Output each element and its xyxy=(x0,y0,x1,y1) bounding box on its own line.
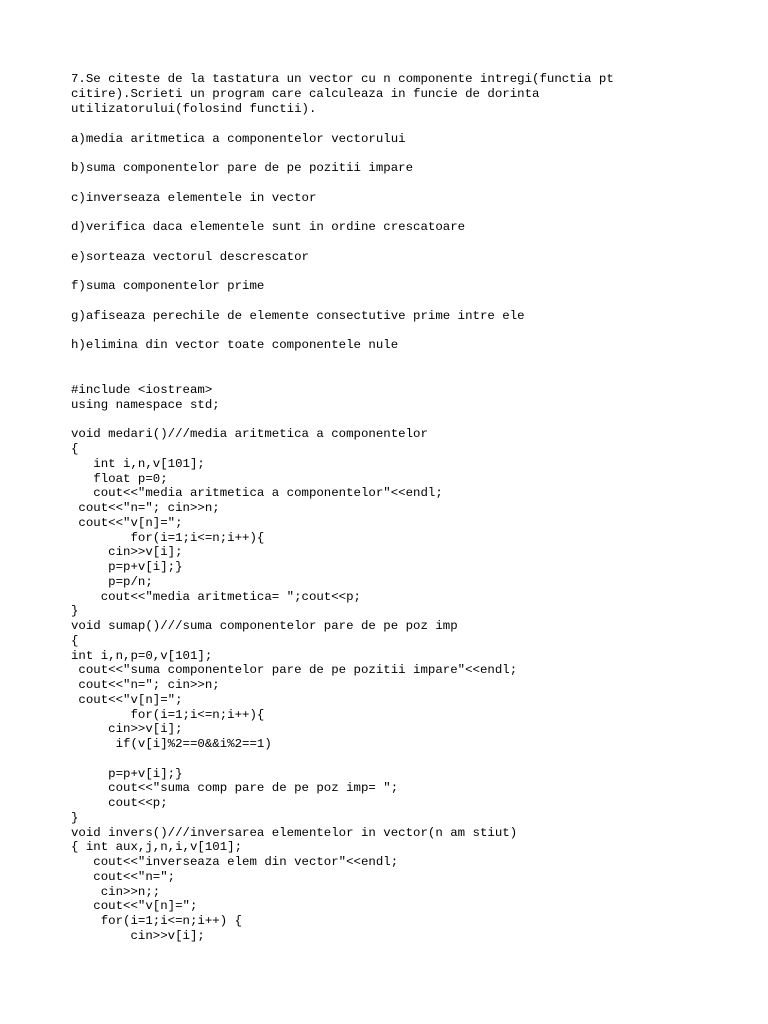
code-line: { xyxy=(71,633,79,648)
code-line: cout<<"suma comp pare de pe poz imp= "; xyxy=(71,781,399,796)
code-line: cout<<"n="; xyxy=(71,869,176,884)
code-line: cout<<"media aritmetica= ";cout<<p; xyxy=(71,589,361,604)
code-line: #include <iostream> xyxy=(71,383,213,397)
code-line: cout<<"suma componentelor pare de pe pozitii impare"<<endl; xyxy=(71,663,518,678)
task-item: a)media aritmetica a componentelor vectorului xyxy=(71,131,406,146)
task-item: g)afiseaza perechile de elemente consectutive prime intre ele xyxy=(71,308,525,323)
problem-line: citire).Scrieti un program care calculeaza in funcie de dorinta xyxy=(71,87,540,101)
code-line: cout<<"v[n]="; xyxy=(71,692,183,707)
document-page xyxy=(71,72,751,944)
code-line: for(i=1;i<=n;i++){ xyxy=(71,530,265,545)
task-item: c)inverseaza elementele in vector xyxy=(71,190,317,205)
code-line: cout<<"media aritmetica a componentelor"<<endl; xyxy=(71,486,443,501)
code-line: cin>>n;; xyxy=(71,884,161,899)
code-line: p=p/n; xyxy=(71,574,153,589)
code-line xyxy=(71,413,751,428)
code-line: int i,n,p=0,v[101]; xyxy=(71,648,213,663)
code-line: using namespace std; xyxy=(71,397,220,412)
code-line: cout<<"v[n]="; xyxy=(71,515,183,530)
code-line: } xyxy=(71,810,79,825)
code-line: cout<<p; xyxy=(71,796,168,810)
code-line: for(i=1;i<=n;i++) { xyxy=(71,914,243,928)
code-line: float p=0; xyxy=(71,471,168,486)
task-item: e)sorteaza vectorul descrescator xyxy=(71,249,309,264)
problem-line: utilizatorului(folosind functii). xyxy=(71,102,317,116)
code-line: cin>>v[i]; xyxy=(71,545,183,560)
task-list xyxy=(71,132,751,354)
task-item: b)suma componentelor pare de pe pozitii impare xyxy=(71,161,414,175)
code-line: for(i=1;i<=n;i++){ xyxy=(71,707,265,722)
code-line: cin>>v[i]; xyxy=(71,928,205,943)
code-line: cout<<"n="; cin>>n; xyxy=(71,501,220,515)
problem-statement xyxy=(71,72,751,117)
code-line: cout<<"n="; cin>>n; xyxy=(71,678,220,692)
code-line: { int aux,j,n,i,v[101]; xyxy=(71,840,243,855)
code-line xyxy=(71,752,751,767)
code-line: cout<<"inverseaza elem din vector"<<endl; xyxy=(71,855,399,869)
code-line: void sumap()///suma componentelor pare de pe poz imp xyxy=(71,619,458,633)
code-line: cout<<"v[n]="; xyxy=(71,899,198,914)
code-listing xyxy=(71,383,751,944)
code-line: p=p+v[i];} xyxy=(71,766,183,781)
task-item: f)suma componentelor prime xyxy=(71,279,265,293)
code-line: void invers()///inversarea elementelor in vector(n am stiut) xyxy=(71,825,518,840)
code-line: void medari()///media aritmetica a componentelor xyxy=(71,427,428,442)
problem-line: 7.Se citeste de la tastatura un vector cu n componente intregi(functia pt xyxy=(71,72,614,86)
code-line: p=p+v[i];} xyxy=(71,560,183,574)
code-line: cin>>v[i]; xyxy=(71,722,183,737)
task-item: h)elimina din vector toate componentele nule xyxy=(71,338,399,352)
task-item: d)verifica daca elementele sunt in ordine crescatoare xyxy=(71,220,466,234)
code-line: { xyxy=(71,442,79,456)
code-line: } xyxy=(71,604,79,619)
code-line: if(v[i]%2==0&&i%2==1) xyxy=(71,737,272,751)
code-line: int i,n,v[101]; xyxy=(71,456,205,471)
